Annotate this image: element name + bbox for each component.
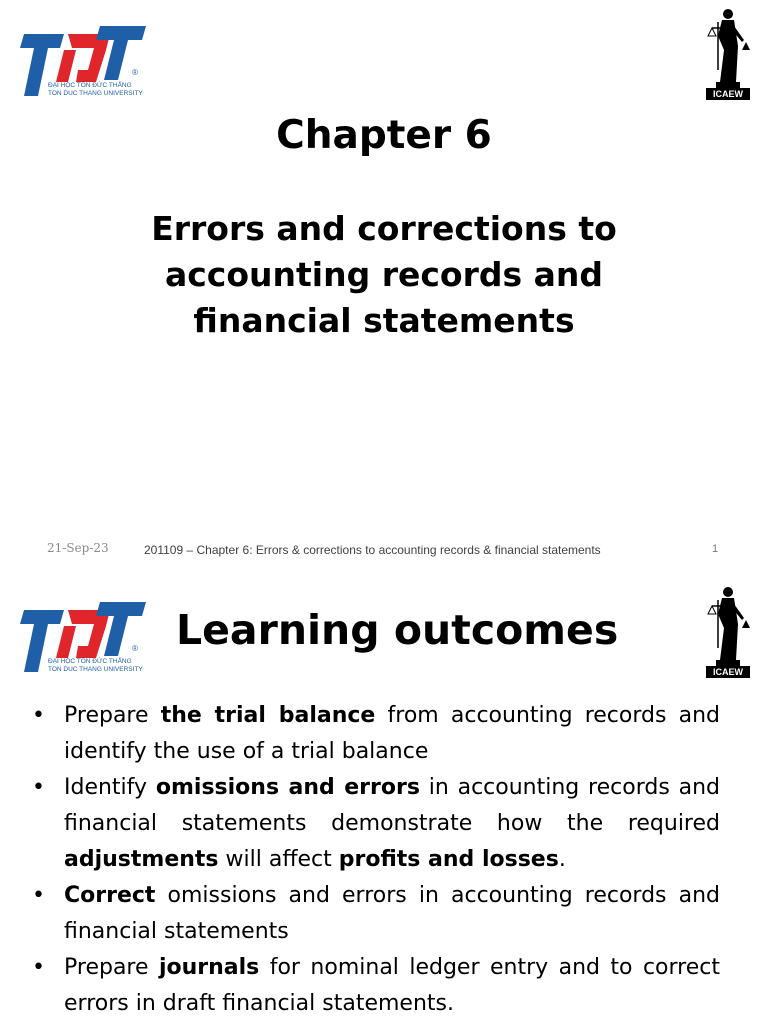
tdt-university-logo bbox=[18, 24, 148, 100]
icaew-label: ICAEW bbox=[706, 666, 750, 678]
slide-title bbox=[84, 206, 684, 344]
logo-text-vietnamese: ĐẠI HỌC TÔN ĐỨC THẮNG bbox=[48, 658, 132, 665]
title-line: financial statements bbox=[193, 301, 575, 340]
learning-outcomes-slide bbox=[0, 576, 768, 1024]
icaew-label: ICAEW bbox=[706, 88, 750, 100]
bullet-icon: • bbox=[32, 883, 45, 908]
list-item: • Prepare the trial balance from accounting records and identify the use of a trial balance bbox=[32, 698, 720, 770]
bullet-icon: • bbox=[32, 775, 45, 800]
registered-mark: ® bbox=[132, 68, 138, 77]
list-item: • Correct omissions and errors in accounting records and financial statements bbox=[32, 878, 720, 950]
page-number: 1 bbox=[712, 543, 719, 555]
list-item: • Prepare journals for nominal ledger entry and to correct errors in draft financial statements. bbox=[32, 950, 720, 1022]
title-line: Errors and corrections to bbox=[151, 209, 617, 248]
icaew-logo bbox=[706, 6, 750, 100]
bullet-icon: • bbox=[32, 703, 45, 728]
logo-text-english: TON DUC THANG UNIVERSITY bbox=[48, 666, 143, 673]
footer-text: 201109 – Chapter 6: Errors & corrections to accounting records & financial statements bbox=[144, 543, 601, 557]
title-line: accounting records and bbox=[164, 255, 604, 294]
logo-text-english: TON DUC THANG UNIVERSITY bbox=[48, 90, 143, 97]
slide-heading: Learning outcomes bbox=[176, 606, 619, 654]
lady-justice-icon bbox=[706, 584, 750, 668]
tdt-university-logo bbox=[18, 600, 148, 676]
outcomes-list bbox=[32, 698, 720, 1022]
lady-justice-icon bbox=[706, 6, 750, 90]
chapter-title: Chapter 6 bbox=[276, 113, 492, 158]
footer-date: 21-Sep-23 bbox=[47, 541, 109, 555]
list-item: • Identify omissions and errors in accounting records and financial statements demonstrate how the required adjustments will affect profits and losses. bbox=[32, 770, 720, 878]
icaew-logo bbox=[706, 584, 750, 678]
logo-text-vietnamese: ĐẠI HỌC TÔN ĐỨC THẮNG bbox=[48, 82, 132, 89]
registered-mark: ® bbox=[132, 644, 138, 653]
bullet-icon: • bbox=[32, 955, 45, 980]
